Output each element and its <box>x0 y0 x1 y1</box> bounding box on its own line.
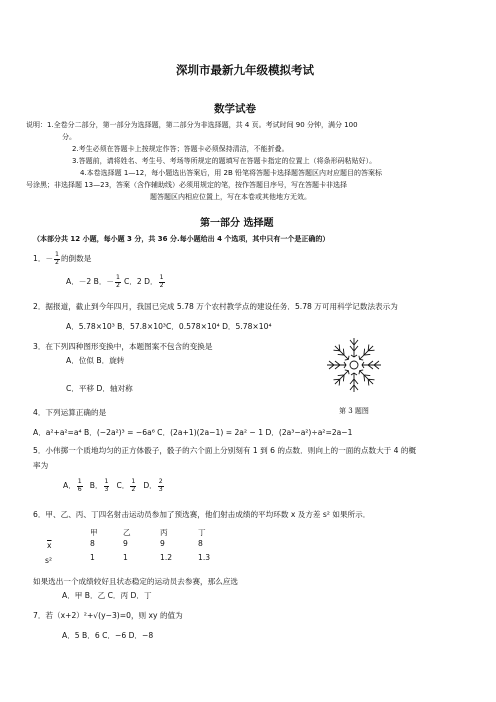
question-1 <box>33 252 91 266</box>
q5-opt-b-fraction <box>104 479 110 493</box>
flake-arm-stroke <box>362 361 381 369</box>
q1-frac-num: 1 <box>55 251 59 258</box>
q6-header-ding: 丁 <box>198 528 206 537</box>
q1-number: 1． <box>33 254 46 264</box>
instruction-line-1b: 分。 <box>62 133 76 141</box>
q1-text: 的倒数是 <box>60 254 92 264</box>
q3-options-2: C．平移 D．轴对称 <box>66 384 133 393</box>
q6-row-s-label: s² <box>45 556 53 565</box>
question-7: 7．若（x+2）²+√(y−3)=0，则 xy 的值为 <box>33 611 183 620</box>
instruction-line-4: 4.本卷选择题 1—12，每小题选出答案后，用 2B 铅笔将答题卡选择题答题区内对应题目的答案标 <box>80 169 382 177</box>
flake-arm-stroke <box>357 343 376 362</box>
q5-a-den: 6 <box>77 485 82 493</box>
question-6: 6．甲、乙、丙、丁四名射击运动员参加了预选赛，他们射击成绩的平均环数 x 及方差 s² 如果所示． <box>33 510 371 519</box>
flake-arm <box>350 338 358 357</box>
q6-header-jia: 甲 <box>90 528 98 537</box>
q1-opt-d-fraction <box>159 275 165 289</box>
flake-arm <box>350 373 358 392</box>
flake-arm-stroke <box>332 343 351 362</box>
q1-fraction <box>54 252 60 266</box>
flake-arm-stroke <box>327 361 346 369</box>
question-5-cont: 率为 <box>33 461 49 470</box>
flake-arm <box>332 368 351 387</box>
q5-opt-d: D． <box>143 481 157 491</box>
part1-title: 第一部分 选择题 <box>200 218 274 229</box>
flake-arm-stroke <box>350 338 358 357</box>
q6-header-yi: 乙 <box>123 528 131 537</box>
q5-options <box>63 479 165 493</box>
paper-subtitle: 数学试卷 <box>214 103 256 115</box>
instruction-line-1: 说明：1.全卷分二部分，第一部分为选择题，第二部分为非选择题，共 4 页。考试时间 90 分钟，满分 100 <box>26 121 358 129</box>
q1-opt-a: A．－2 B．－ <box>66 277 115 287</box>
instruction-line-4c: 题答题区内相应位置上，写在本卷或其他地方无效。 <box>150 193 311 201</box>
q1-opt-b-den: 2 <box>116 281 120 289</box>
q6-s-yi: 1 <box>123 553 128 562</box>
q6-x-jia: 8 <box>90 539 95 548</box>
q7-options: A．5 B．6 C．−6 D．−8 <box>62 631 154 640</box>
q4-options: A．a²+a²=a⁴ B．(−2a²)³ = −6a⁶ C．(2a+1)(2a−1) = 2a² − 1 D．(2a³−a²)÷a²=2a−1 <box>33 428 353 437</box>
q3-options-1: A．位似 B．旋转 <box>66 356 125 365</box>
flake-arm <box>357 368 376 387</box>
q5-opt-a-fraction <box>77 479 83 493</box>
q5-d-num: 2 <box>158 478 163 485</box>
q1-opt-d-num: 1 <box>159 274 164 281</box>
q6-x-ding: 8 <box>198 539 203 548</box>
q6-s-jia: 1 <box>90 553 95 562</box>
q5-opt-c-fraction <box>130 479 136 493</box>
instruction-line-4b: 号涂黑；非选择题 13—23，答案（含作辅助线）必须用规定的笔，按作答题目序号，写在答题卡非选择 <box>26 181 348 189</box>
flake-arm <box>362 361 381 369</box>
q1-opt-b-fraction <box>115 275 121 289</box>
part1-note: （本部分共 12 小题，每小题 3 分，共 36 分.每小题给出 4 个选项，其中只有一个是正确的） <box>33 235 330 243</box>
q5-b-num: 1 <box>104 478 109 485</box>
q3-figure-caption: 第 3 题图 <box>339 407 369 415</box>
q5-opt-c: C． <box>116 481 130 491</box>
q6-question: 如果选出一个成绩较好且状态稳定的运动员去参赛，那么应选 <box>33 577 239 586</box>
q5-opt-a: A． <box>63 481 76 491</box>
instruction-line-2: 2.考生必须在答题卡上按规定作答；答题卡必须保持清洁，不能折叠。 <box>72 145 289 153</box>
page-title: 深圳市最新九年级模拟考试 <box>176 63 314 77</box>
q6-s-ding: 1.3 <box>198 553 211 562</box>
q5-d-den: 3 <box>158 485 163 493</box>
q6-s-bing: 1.2 <box>160 553 173 562</box>
question-2: 2．据报道，截止到今年四月，我国已完成 5.78 万个农村教学点的建设任务．5.78 万可用科学记数法表示为 <box>33 302 398 311</box>
question-4: 4．下列运算正确的是 <box>33 408 107 417</box>
q1-opt-b-num: 1 <box>116 274 120 281</box>
flake-center <box>350 361 358 369</box>
q5-b-den: 3 <box>104 485 109 493</box>
flake-arm-stroke <box>357 368 376 387</box>
q1-opt-c: C．2 D． <box>123 277 158 287</box>
q6-options: A．甲 B．乙 C．丙 D．丁 <box>62 591 152 600</box>
q5-c-num: 1 <box>131 478 136 485</box>
q5-opt-b: B． <box>89 481 103 491</box>
q1-minus: － <box>45 254 54 264</box>
q6-row-x-label: $\overline{x}$ <box>47 541 52 550</box>
q5-c-den: 2 <box>131 485 136 493</box>
instruction-line-3: 3.答题前，请将姓名、考生号、考场等所规定的题填写在答题卡指定的位置上（将条形码粘贴好）。 <box>72 157 377 165</box>
flake-arm-stroke <box>332 368 351 387</box>
q2-options: A．5.78×10³ B．57.8×10³C．0.578×10⁴ D．5.78×10⁴ <box>66 322 272 331</box>
q1-frac-den: 2 <box>55 258 59 266</box>
q5-opt-d-fraction <box>158 479 164 493</box>
q5-a-num: 1 <box>77 478 82 485</box>
flake-arm-stroke <box>350 373 358 392</box>
q6-x-yi: 9 <box>123 539 128 548</box>
question-3: 3．在下列四种图形变换中，本题图案不包含的变换是 <box>33 342 213 351</box>
flake-arm <box>327 361 346 369</box>
q6-x-bing: 9 <box>160 539 165 548</box>
q1-options <box>66 275 166 289</box>
q3-figure <box>323 334 385 396</box>
q1-opt-d-den: 2 <box>159 281 164 289</box>
question-5: 5．小伟掷一个质地均匀的正方体骰子，骰子的六个面上分别刻有 1 到 6 的点数．则向上的一面的点数大于 4 的概 <box>33 446 417 455</box>
flake-arm <box>357 343 376 362</box>
q6-header-bing: 丙 <box>160 528 168 537</box>
flake-arm <box>332 343 351 362</box>
